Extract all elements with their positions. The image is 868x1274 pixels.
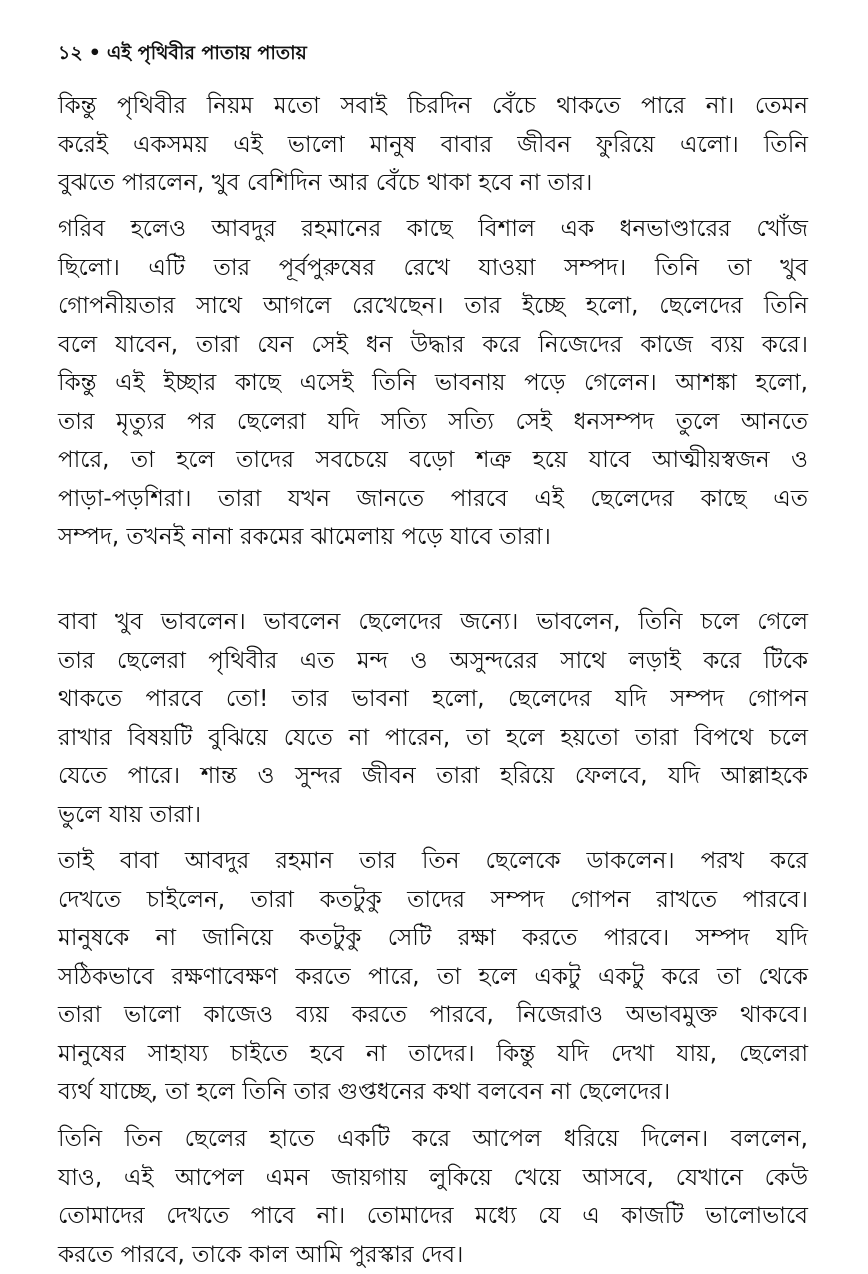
text-line: রাখার বিষয়টি বুঝিয়ে যেতে না পারেন, তা হলে হয়তো তারা বিপথে চলে: [58, 724, 808, 751]
text-line: তাই বাবা আবদুর রহমান তার তিন ছেলেকে ডাকলেন। পরখ করে: [58, 848, 808, 874]
text-line: মানুষের সাহায্য চাইতে হবে না তাদের। কিন্তু যদি দেখা যায়, ছেলেরা: [58, 1040, 808, 1067]
text-line: কিন্তু পৃথিবীর নিয়ম মতো সবাই চিরদিন বেঁচে থাকতে পারে না। তেমন: [58, 93, 808, 119]
page-number: ১২: [58, 42, 83, 64]
book-page: [58, 0, 808, 1274]
text-line: তার মৃত্যুর পর ছেলেরা যদি সত্যি সত্যি সেই ধনসম্পদ তুলে আনতে: [58, 408, 808, 435]
text-line: বুঝতে পারলেন, খুব বেশিদিন আর বেঁচে থাকা হবে না তার।: [58, 170, 593, 196]
paragraph: [58, 210, 808, 557]
paragraph: [58, 842, 808, 1112]
text-line: করতে পারবে, তাকে কাল আমি পুরস্কার দেব।: [58, 1241, 464, 1268]
text-line: সম্পদ, তখনই নানা রকমের ঝামেলায় পড়ে যাবে তারা।: [58, 524, 551, 550]
text-line: পারে, তা হলে তাদের সবচেয়ে বড়ো শত্রু হয়ে যাবে আত্মীয়স্বজন ও: [58, 447, 808, 473]
running-header: [58, 40, 307, 66]
text-line: গরিব হলেও আবদুর রহমানের কাছে বিশাল এক ধনভাণ্ডারের খোঁজ: [58, 216, 808, 242]
text-line: তোমাদের দেখতে পাবে না। তোমাদের মধ্যে যে এ কাজটি ভালোভাবে: [58, 1203, 808, 1229]
text-line: ভুলে যায় তারা।: [58, 801, 202, 828]
paragraph: [58, 87, 808, 203]
text-line: বলে যাবেন, তারা যেন সেই ধন উদ্ধার করে নিজেদের কাজে ব্যয় করে।: [58, 331, 808, 358]
text-line: পাড়া-পড়শিরা। তারা যখন জানতে পারবে এই ছেলেদের কাছে এত: [58, 485, 808, 512]
text-line: ছিলো। এটি তার পূর্বপুরুষের রেখে যাওয়া সম্পদ। তিনি তা খুব: [58, 254, 808, 281]
text-line: ব্যর্থ যাচ্ছে, তা হলে তিনি তার গুপ্তধনের কথা বলবেন না ছেলেদের।: [58, 1079, 671, 1105]
text-line: কিন্তু এই ইচ্ছার কাছে এসেই তিনি ভাবনায় পড়ে গেলেন। আশঙ্কা হলো,: [58, 370, 808, 396]
text-line: বাবা খুব ভাবলেন। ভাবলেন ছেলেদের জন্যে। ভাবলেন, তিনি চলে গেলে: [58, 609, 808, 635]
text-line: গোপনীয়তার সাথে আগলে রেখেছেন। তার ইচ্ছে হলো, ছেলেদের তিনি: [58, 293, 808, 319]
text-line: যাও, এই আপেল এমন জায়গায় লুকিয়ে খেয়ে আসবে, যেখানে কেউ: [58, 1164, 808, 1191]
paragraph: [58, 1120, 808, 1274]
text-line: দেখতে চাইলেন, তারা কতটুকু তাদের সম্পদ গোপন রাখতে পারবে।: [58, 886, 808, 913]
text-line: তিনি তিন ছেলের হাতে একটি করে আপেল ধরিয়ে দিলেন। বললেন,: [58, 1126, 808, 1152]
text-line: যেতে পারে। শান্ত ও সুন্দর জীবন তারা হরিয়ে ফেলবে, যদি আল্লাহকে: [58, 763, 808, 789]
text-line: থাকতে পারবে তো! তার ভাবনা হলো, ছেলেদের যদি সম্পদ গোপন: [58, 686, 808, 712]
text-line: করেই একসময় এই ভালো মানুষ বাবার জীবন ফুরিয়ে এলো। তিনি: [58, 131, 808, 158]
paragraph: [58, 603, 808, 834]
header-bullet: •: [88, 42, 101, 64]
text-line: মানুষকে না জানিয়ে কতটুকু সেটি রক্ষা করতে পারবে। সম্পদ যদি: [58, 925, 808, 951]
text-line: তার ছেলেরা পৃথিবীর এত মন্দ ও অসুন্দরের সাথে লড়াই করে টিকে: [58, 647, 808, 674]
text-line: তারা ভালো কাজেও ব্যয় করতে পারবে, নিজেরাও অভাবমুক্ত থাকবে।: [58, 1002, 808, 1028]
book-title: এই পৃথিবীর পাতায় পাতায়: [106, 42, 307, 64]
text-line: সঠিকভাবে রক্ষণাবেক্ষণ করতে পারে, তা হলে একটু একটু করে তা থেকে: [58, 963, 808, 990]
